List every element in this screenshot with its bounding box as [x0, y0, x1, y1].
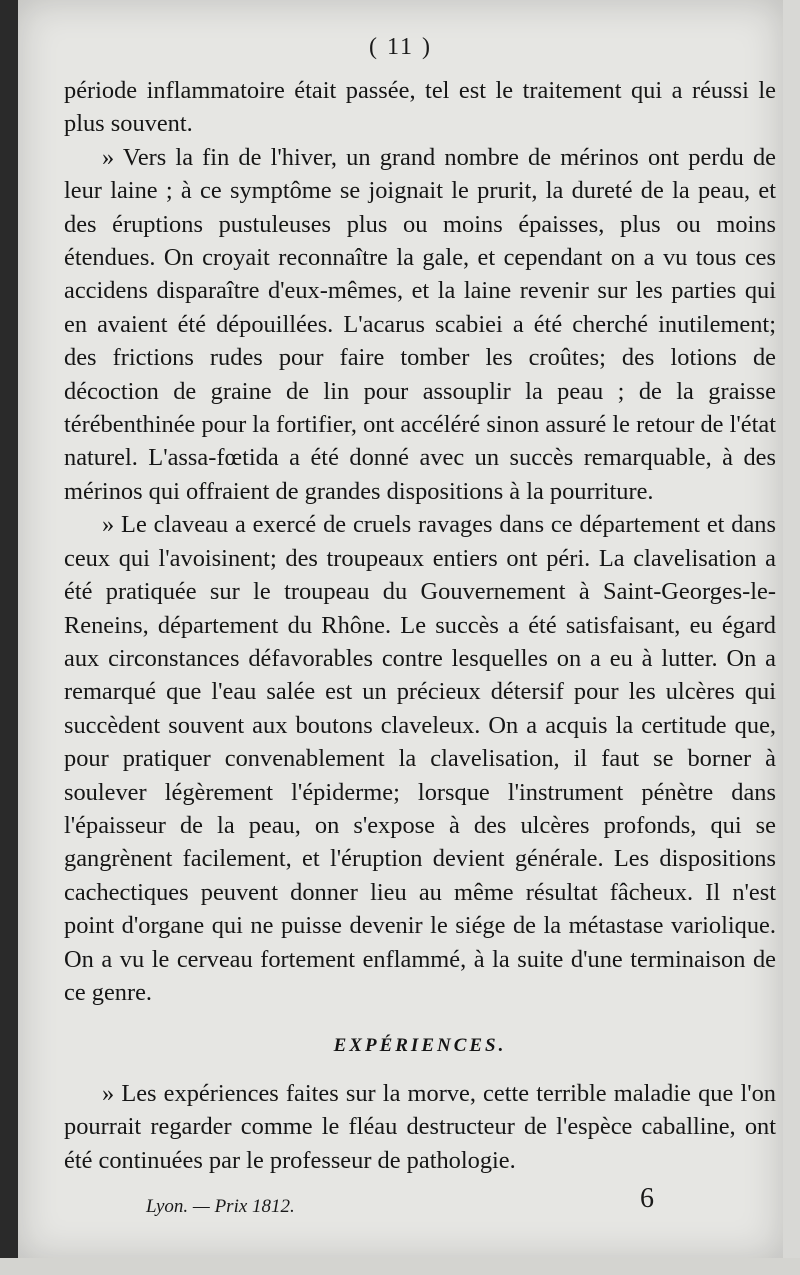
- body-text: [64, 74, 776, 1177]
- page-edge-bottom: [0, 1258, 800, 1275]
- page-number: ( 11 ): [368, 34, 433, 60]
- paragraph-experiences: » Les expériences faites sur la morve, cette terrible maladie que l'on pourrait regarder comme le fléau destructeur de l'espèce caballine, ont été continuées par le professeur de pathologie.: [64, 1079, 776, 1174]
- book-page: [18, 0, 783, 1260]
- paragraph-claveau: » Le claveau a exercé de cruels ravages dans ce département et dans ceux qui l'avoisinent; des troupeaux entiers ont péri. La clavelisation a été pratiquée sur le troupeau du Gouvernement à Saint-Georges-le-Reneins, département du Rhône. Le succès a été satisfaisant, eu égard aux circonstances défavorables contre lesquelles on a eu à lutter. On a remarqué que l'eau salée est un précieux détersif pour les ulcères qui succèdent souvent aux boutons claveleux. On a acquis la certitude que, pour pratiquer convenablement la clavelisation, il faut se borner à soulever légèrement l'épiderme; lorsque l'instrument pénètre dans l'épaisseur de la peau, on s'expose à des ulcères profonds, qui se gangrènent facilement, et l'éruption devient générale. Les dispositions cachectiques peuvent donner lieu au même résultat fâcheux. Il n'est point d'organe qui ne puisse devenir le siége de la métastase variolique. On a vu le cerveau fortement enflammé, à la suite d'une terminaison de ce genre.: [64, 511, 776, 1006]
- section-title: EXPÉRIENCES.: [333, 1035, 507, 1057]
- paragraph-merinos: » Vers la fin de l'hiver, un grand nombre de mérinos ont perdu de leur laine ; à ce symptôme se joignait le prurit, la dureté de la peau, et des éruptions pustuleuses plus ou moins épaisses, plus ou moins étendues. On croyait reconnaître la gale, et cependant on a vu tous ces accidens disparaître d'eux-mêmes, et la laine revenir sur les parties qui en avaient été dépouillées. L'acarus scabiei a été cherché inutilement; des frictions rudes pour faire tomber les croûtes; des lotions de décoction de graine de lin pour assouplir la peau ; de la graisse térébenthinée pour la fortifier, ont accéléré sinon assuré le retour de l'état naturel. L'assa-fœtida a été donné avec un succès remarquable, à des mérinos qui offraient de grandes dispositions à la pourriture.: [64, 143, 776, 505]
- paragraph-continuation: période inflammatoire était passée, tel est le traitement qui a réussi le plus souvent.: [64, 77, 776, 138]
- footer-signature: Lyon. — Prix 1812.: [146, 1196, 295, 1217]
- page-edge-right: [783, 0, 800, 1275]
- footer-sheet-number: 6: [640, 1183, 654, 1214]
